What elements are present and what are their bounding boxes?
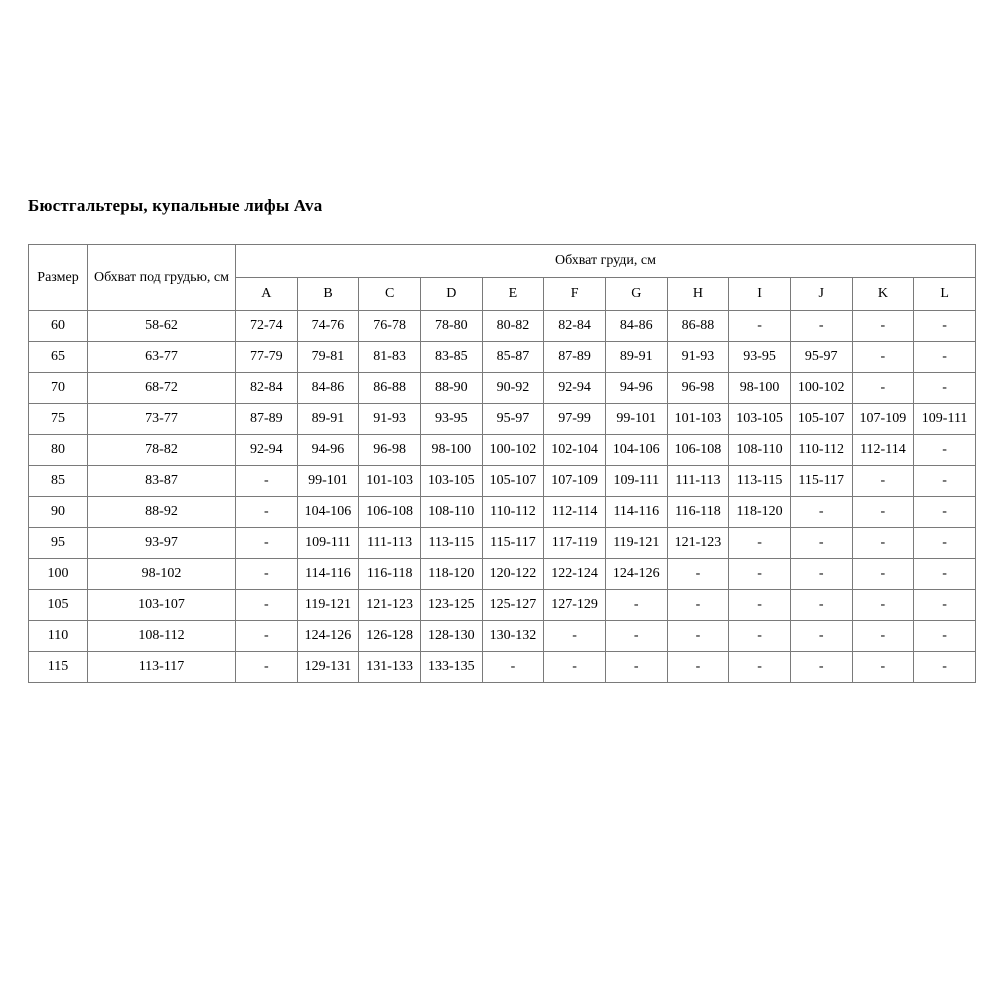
cup-header-L: L <box>914 278 976 311</box>
cup-value-cell: 87-89 <box>236 404 298 435</box>
cup-value-cell: 119-121 <box>297 590 359 621</box>
cup-header-H: H <box>667 278 729 311</box>
cup-value-cell: 114-116 <box>605 497 667 528</box>
size-cell: 90 <box>29 497 88 528</box>
cup-value-cell: - <box>667 590 729 621</box>
table-row <box>29 435 976 466</box>
header-row-top <box>29 245 976 278</box>
size-cell: 75 <box>29 404 88 435</box>
cup-value-cell: - <box>790 559 852 590</box>
cup-value-cell: 84-86 <box>297 373 359 404</box>
cup-value-cell: 100-102 <box>790 373 852 404</box>
cup-value-cell: 86-88 <box>359 373 421 404</box>
cup-value-cell: 106-108 <box>667 435 729 466</box>
cup-header-B: B <box>297 278 359 311</box>
cup-value-cell: 113-115 <box>420 528 482 559</box>
cup-header-J: J <box>790 278 852 311</box>
cup-value-cell: 99-101 <box>297 466 359 497</box>
cup-value-cell: 94-96 <box>297 435 359 466</box>
cup-value-cell: - <box>852 559 914 590</box>
size-table <box>28 244 976 683</box>
cup-value-cell: 113-115 <box>729 466 791 497</box>
cup-value-cell: - <box>667 621 729 652</box>
cup-value-cell: 106-108 <box>359 497 421 528</box>
cup-value-cell: - <box>852 497 914 528</box>
size-table-body <box>29 311 976 683</box>
underbust-column-header: Обхват под грудью, см <box>88 245 236 311</box>
table-row <box>29 559 976 590</box>
cup-value-cell: 109-111 <box>605 466 667 497</box>
cup-value-cell: 126-128 <box>359 621 421 652</box>
underbust-cell: 103-107 <box>88 590 236 621</box>
cup-value-cell: - <box>236 652 298 683</box>
underbust-cell: 63-77 <box>88 342 236 373</box>
cup-value-cell: 98-100 <box>729 373 791 404</box>
cup-value-cell: 110-112 <box>482 497 544 528</box>
cup-value-cell: - <box>914 373 976 404</box>
cup-value-cell: - <box>667 652 729 683</box>
underbust-cell: 68-72 <box>88 373 236 404</box>
cup-value-cell: 116-118 <box>359 559 421 590</box>
cup-value-cell: - <box>236 497 298 528</box>
cup-value-cell: 92-94 <box>544 373 606 404</box>
cup-value-cell: 74-76 <box>297 311 359 342</box>
cup-header-K: K <box>852 278 914 311</box>
cup-value-cell: - <box>852 621 914 652</box>
size-cell: 105 <box>29 590 88 621</box>
size-cell: 110 <box>29 621 88 652</box>
cup-value-cell: - <box>790 311 852 342</box>
table-row <box>29 466 976 497</box>
cup-value-cell: 93-95 <box>420 404 482 435</box>
size-cell: 100 <box>29 559 88 590</box>
cup-value-cell: 115-117 <box>482 528 544 559</box>
cup-value-cell: 85-87 <box>482 342 544 373</box>
cup-header-I: I <box>729 278 791 311</box>
table-row <box>29 311 976 342</box>
size-table-header <box>29 245 976 311</box>
cup-value-cell: 97-99 <box>544 404 606 435</box>
cup-value-cell: 95-97 <box>790 342 852 373</box>
cup-value-cell: 101-103 <box>667 404 729 435</box>
cup-value-cell: 123-125 <box>420 590 482 621</box>
cup-value-cell: 118-120 <box>729 497 791 528</box>
cup-value-cell: - <box>852 590 914 621</box>
cup-value-cell: - <box>914 311 976 342</box>
cup-value-cell: 99-101 <box>605 404 667 435</box>
cup-value-cell: 89-91 <box>605 342 667 373</box>
table-row <box>29 652 976 683</box>
cup-value-cell: 129-131 <box>297 652 359 683</box>
size-cell: 65 <box>29 342 88 373</box>
cup-value-cell: - <box>667 559 729 590</box>
table-row <box>29 404 976 435</box>
cup-value-cell: - <box>790 528 852 559</box>
underbust-cell: 98-102 <box>88 559 236 590</box>
cup-value-cell: - <box>914 435 976 466</box>
underbust-cell: 58-62 <box>88 311 236 342</box>
size-cell: 95 <box>29 528 88 559</box>
cup-value-cell: - <box>852 342 914 373</box>
cup-value-cell: 89-91 <box>297 404 359 435</box>
cup-value-cell: - <box>852 373 914 404</box>
cup-value-cell: 108-110 <box>420 497 482 528</box>
table-row <box>29 497 976 528</box>
cup-value-cell: 103-105 <box>729 404 791 435</box>
cup-value-cell: 120-122 <box>482 559 544 590</box>
cup-value-cell: - <box>914 342 976 373</box>
size-cell: 70 <box>29 373 88 404</box>
cup-value-cell: 112-114 <box>852 435 914 466</box>
size-cell: 60 <box>29 311 88 342</box>
cup-value-cell: 81-83 <box>359 342 421 373</box>
cup-value-cell: 105-107 <box>482 466 544 497</box>
size-cell: 115 <box>29 652 88 683</box>
size-cell: 80 <box>29 435 88 466</box>
cup-value-cell: 131-133 <box>359 652 421 683</box>
cup-value-cell: 102-104 <box>544 435 606 466</box>
cup-value-cell: - <box>544 652 606 683</box>
cup-value-cell: 79-81 <box>297 342 359 373</box>
cup-value-cell: - <box>914 497 976 528</box>
underbust-cell: 108-112 <box>88 621 236 652</box>
cup-value-cell: 83-85 <box>420 342 482 373</box>
page-title: Бюстгальтеры, купальные лифы Ava <box>28 196 323 215</box>
cup-value-cell: 80-82 <box>482 311 544 342</box>
cup-value-cell: 110-112 <box>790 435 852 466</box>
cup-value-cell: 117-119 <box>544 528 606 559</box>
cup-value-cell: - <box>605 590 667 621</box>
cup-value-cell: 86-88 <box>667 311 729 342</box>
cup-value-cell: - <box>729 621 791 652</box>
cup-value-cell: 109-111 <box>297 528 359 559</box>
table-row <box>29 528 976 559</box>
cup-value-cell: - <box>544 621 606 652</box>
cup-value-cell: 87-89 <box>544 342 606 373</box>
cup-value-cell: 104-106 <box>297 497 359 528</box>
cup-value-cell: - <box>790 621 852 652</box>
cup-value-cell: - <box>852 466 914 497</box>
cup-value-cell: - <box>605 652 667 683</box>
cup-value-cell: 100-102 <box>482 435 544 466</box>
cup-value-cell: 133-135 <box>420 652 482 683</box>
table-row <box>29 373 976 404</box>
cup-value-cell: 77-79 <box>236 342 298 373</box>
cup-value-cell: - <box>729 311 791 342</box>
underbust-cell: 78-82 <box>88 435 236 466</box>
cup-value-cell: 119-121 <box>605 528 667 559</box>
size-column-header: Размер <box>29 245 88 311</box>
cup-value-cell: - <box>482 652 544 683</box>
cup-value-cell: 103-105 <box>420 466 482 497</box>
cup-value-cell: 111-113 <box>359 528 421 559</box>
cup-value-cell: - <box>914 559 976 590</box>
cup-header-G: G <box>605 278 667 311</box>
cup-value-cell: - <box>236 621 298 652</box>
cup-value-cell: - <box>790 652 852 683</box>
cup-value-cell: - <box>729 652 791 683</box>
cup-value-cell: 84-86 <box>605 311 667 342</box>
cup-value-cell: - <box>914 466 976 497</box>
cup-value-cell: - <box>852 652 914 683</box>
cup-value-cell: 94-96 <box>605 373 667 404</box>
cup-value-cell: 124-126 <box>605 559 667 590</box>
cup-value-cell: 114-116 <box>297 559 359 590</box>
cup-header-F: F <box>544 278 606 311</box>
cup-value-cell: 105-107 <box>790 404 852 435</box>
cup-header-D: D <box>420 278 482 311</box>
cup-header-C: C <box>359 278 421 311</box>
cup-value-cell: 128-130 <box>420 621 482 652</box>
cup-value-cell: - <box>852 311 914 342</box>
cup-value-cell: - <box>236 559 298 590</box>
cup-value-cell: 82-84 <box>544 311 606 342</box>
underbust-cell: 113-117 <box>88 652 236 683</box>
cup-value-cell: - <box>914 528 976 559</box>
underbust-cell: 83-87 <box>88 466 236 497</box>
cup-value-cell: 108-110 <box>729 435 791 466</box>
table-row <box>29 342 976 373</box>
cup-value-cell: 96-98 <box>667 373 729 404</box>
cup-value-cell: 92-94 <box>236 435 298 466</box>
cup-value-cell: 127-129 <box>544 590 606 621</box>
size-cell: 85 <box>29 466 88 497</box>
cup-value-cell: 122-124 <box>544 559 606 590</box>
cup-value-cell: 91-93 <box>359 404 421 435</box>
cup-value-cell: 95-97 <box>482 404 544 435</box>
cup-value-cell: 88-90 <box>420 373 482 404</box>
cup-value-cell: - <box>605 621 667 652</box>
cup-value-cell: 115-117 <box>790 466 852 497</box>
cup-value-cell: - <box>914 652 976 683</box>
cup-value-cell: 76-78 <box>359 311 421 342</box>
cup-value-cell: - <box>729 590 791 621</box>
cup-value-cell: 78-80 <box>420 311 482 342</box>
cup-value-cell: - <box>236 590 298 621</box>
cup-value-cell: 107-109 <box>852 404 914 435</box>
underbust-cell: 93-97 <box>88 528 236 559</box>
cup-value-cell: 93-95 <box>729 342 791 373</box>
cup-value-cell: - <box>914 590 976 621</box>
cup-value-cell: - <box>729 559 791 590</box>
cup-value-cell: 116-118 <box>667 497 729 528</box>
cup-value-cell: 111-113 <box>667 466 729 497</box>
cup-value-cell: 121-123 <box>359 590 421 621</box>
cup-value-cell: 91-93 <box>667 342 729 373</box>
cup-value-cell: - <box>790 590 852 621</box>
cup-value-cell: - <box>852 528 914 559</box>
cup-value-cell: 104-106 <box>605 435 667 466</box>
cup-value-cell: 112-114 <box>544 497 606 528</box>
cup-value-cell: 90-92 <box>482 373 544 404</box>
cup-value-cell: 121-123 <box>667 528 729 559</box>
cup-value-cell: - <box>914 621 976 652</box>
cup-value-cell: - <box>236 466 298 497</box>
cup-value-cell: 124-126 <box>297 621 359 652</box>
cup-value-cell: 101-103 <box>359 466 421 497</box>
table-row <box>29 621 976 652</box>
table-row <box>29 590 976 621</box>
cup-value-cell: - <box>790 497 852 528</box>
cup-value-cell: 82-84 <box>236 373 298 404</box>
cup-value-cell: 125-127 <box>482 590 544 621</box>
underbust-cell: 88-92 <box>88 497 236 528</box>
cup-header-E: E <box>482 278 544 311</box>
cup-value-cell: 130-132 <box>482 621 544 652</box>
cup-value-cell: - <box>236 528 298 559</box>
cup-value-cell: 72-74 <box>236 311 298 342</box>
bust-group-header: Обхват груди, см <box>236 245 976 278</box>
cup-header-A: A <box>236 278 298 311</box>
cup-value-cell: 107-109 <box>544 466 606 497</box>
cup-value-cell: 98-100 <box>420 435 482 466</box>
cup-value-cell: 109-111 <box>914 404 976 435</box>
cup-value-cell: 118-120 <box>420 559 482 590</box>
cup-value-cell: 96-98 <box>359 435 421 466</box>
underbust-cell: 73-77 <box>88 404 236 435</box>
cup-value-cell: - <box>729 528 791 559</box>
